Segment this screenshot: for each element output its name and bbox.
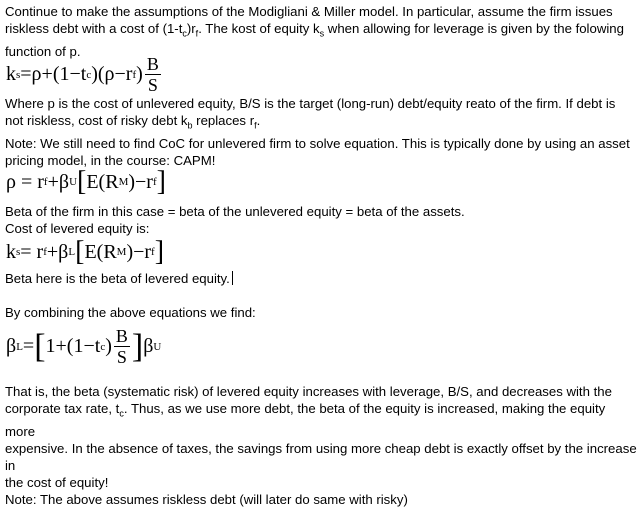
- eq-symbol: = r: [20, 240, 44, 263]
- text-line: By combining the above equations we find:: [5, 305, 256, 320]
- text-line: the cost of equity!: [5, 474, 109, 490]
- text-line: replaces r: [192, 113, 255, 128]
- text-line: That is, the beta (systematic risk) of levered equity increases with leverage, B/S, and decreases with the: [5, 384, 612, 399]
- levered-note: [5, 270, 638, 287]
- eq-symbol: =ρ+(1−t: [20, 63, 87, 85]
- text-line: Note: We still need to find CoC for unlevered firm to solve equation. This is typically done by using an asset: [5, 135, 630, 151]
- fraction-b-over-s: [145, 54, 161, 95]
- eq-symbol: 1+(1−t: [45, 335, 101, 357]
- subscript: c: [119, 408, 124, 419]
- subscript: f: [254, 120, 257, 131]
- eq-bracket: [: [34, 327, 46, 365]
- subscript: c: [182, 28, 187, 39]
- eq-symbol: )(ρ−r: [91, 63, 133, 85]
- text-line: when allowing for leverage is given by the folowing: [324, 21, 624, 36]
- text-line: Beta here is the beta of levered equity.: [5, 271, 230, 286]
- equation-levered-beta: β L = [ 1+(1−t c ) $\frac{B}{S}$ ] β U: [6, 326, 162, 367]
- eq-symbol: k: [6, 240, 16, 263]
- eq-symbol: =: [22, 335, 35, 357]
- intro-paragraph: [5, 3, 638, 60]
- text-line: )r: [186, 21, 196, 36]
- subscript: b: [187, 120, 193, 131]
- eq-symbol: β: [143, 335, 154, 357]
- text-line: expensive. In the absence of taxes, the savings from using more cheap debt is exactly offset by the increase in: [5, 440, 637, 473]
- definition-paragraph: [5, 95, 638, 169]
- text-line: Where p is the cost of unlevered equity, B/S is the target (long-run) debt/equity reato of the firm. If debt is: [5, 96, 616, 111]
- text-line: Continue to make the assumptions of the Modigliani & Miller model. In particular, assume the firm issues: [5, 4, 613, 19]
- equation-capm-unlevered: ρ = r f +β U [ E(R M )−r f ]: [6, 166, 166, 197]
- eq-bracket: [: [77, 166, 87, 197]
- eq-symbol: ρ = r: [6, 170, 44, 193]
- combining-paragraph: [5, 304, 638, 321]
- eq-symbol: +β: [46, 240, 69, 263]
- conclusion-paragraph: [5, 383, 638, 508]
- text-line: . Thus, as we use more debt, the beta of the equity is increased, making the equity more: [5, 401, 606, 439]
- text-line: Cost of levered equity is:: [5, 221, 150, 236]
- eq-bracket: [: [75, 236, 85, 267]
- text-line: pricing model, in the course: CAPM!: [5, 152, 216, 168]
- beta-paragraph: [5, 203, 638, 237]
- eq-symbol: ): [105, 335, 112, 357]
- text-cursor: [232, 271, 233, 285]
- eq-symbol: β: [6, 335, 17, 357]
- eq-symbol: )−r: [128, 170, 153, 193]
- eq-symbol: ): [136, 63, 143, 85]
- text-line: Note: The above assumes riskless debt (will later do same with risky): [5, 491, 408, 507]
- equation-capm-levered: k s = r f +β L [ E(R M )−r f ]: [6, 236, 165, 267]
- fraction-denominator: S: [147, 75, 158, 95]
- subscript: s: [319, 28, 325, 39]
- text-line: Beta of the firm in this case = beta of the unlevered equity = beta of the assets.: [5, 204, 465, 219]
- text-line: not riskless, cost of risky debt k: [5, 113, 188, 128]
- fraction-numerator: B: [115, 326, 128, 346]
- fraction-denominator: S: [116, 347, 127, 367]
- eq-symbol: E(R: [84, 240, 117, 263]
- text-line: riskless debt with a cost of (1-t: [5, 21, 183, 36]
- eq-bracket: ]: [156, 166, 166, 197]
- eq-symbol: )−r: [126, 240, 152, 263]
- subscript: f: [195, 28, 199, 39]
- eq-bracket: ]: [154, 236, 165, 267]
- fraction-b-over-s: [114, 326, 130, 367]
- equation-cost-of-equity: k s =ρ+(1−t c )(ρ−r f ) $\frac{B}{S}$: [6, 54, 159, 95]
- eq-symbol: k: [6, 63, 16, 85]
- fraction-numerator: B: [146, 54, 159, 74]
- text-line: . The kost of equity k: [198, 21, 320, 36]
- eq-bracket: ]: [131, 327, 144, 365]
- eq-symbol: +β: [47, 170, 70, 193]
- text-line: corporate tax rate, t: [5, 401, 120, 416]
- text-line: .: [256, 113, 261, 128]
- eq-symbol: E(R: [86, 170, 119, 193]
- text-line: function of p.: [5, 43, 81, 59]
